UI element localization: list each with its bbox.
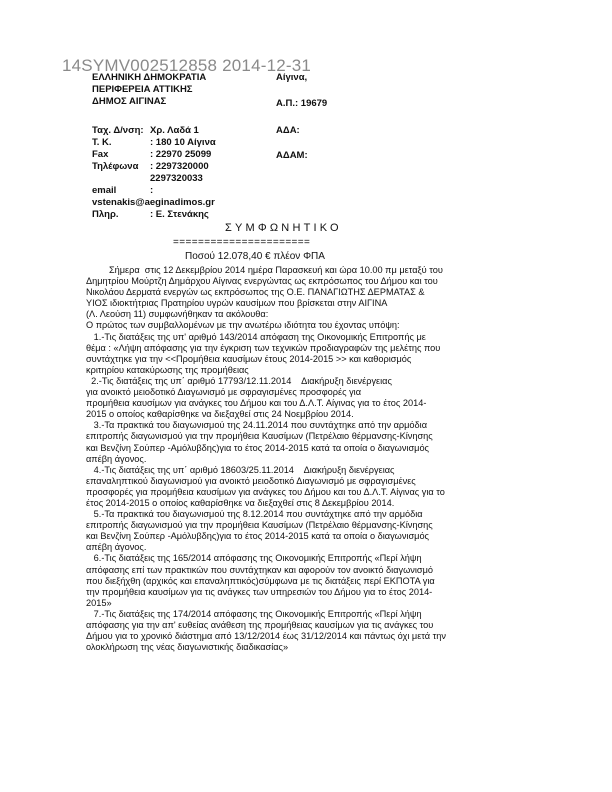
info-label: Πληρ.: [92, 209, 119, 220]
body-line: 2015 ο οποίος καθαρίσθηκε να διεξαχθεί στις 24 Νοεμβρίου 2014.: [86, 409, 354, 420]
body-line: Ο πρώτος των συμβαλλομένων με την ανωτέρω ιδιότητα του έχοντας υπόψη:: [86, 320, 400, 331]
header-republic: ΕΛΛΗΝΙΚΗ ΔΗΜΟΚΡΑΤΙΑ: [92, 72, 207, 83]
body-line: και Βενζίνη Σούπερ -Αμόλυβδης)για το έτος 2014-2015 κατά τα οποία ο διαγωνισμός: [86, 531, 429, 542]
protocol-number: Α.Π.: 19679: [276, 98, 328, 109]
ada-label: ΑΔΑ:: [276, 125, 300, 136]
phone-value-2: 2297320033: [150, 173, 203, 184]
body-line: Δημητρίου Μούρτζη Δημάρχου Αίγινας ενεργώντας ως εκπρόσωπος του Δήμου και του: [86, 276, 438, 287]
body-line: και Βενζίνη Σούπερ -Αμόλυβδης)για το έτος 2014-2015 κατά τα οποία ο διαγωνισμός: [86, 442, 429, 453]
agreement-body: [86, 265, 526, 653]
body-line: απόφασης επί των πρακτικών που συντάχτηκαν και αφορούν τον ανοικτό διαγωνισμό: [86, 564, 433, 575]
body-line: 2015»: [86, 597, 112, 608]
body-line: επιτροπής διαγωνισμού για την προμήθεια Καυσίμων (Πετρέλαιο θέρμανσης-Κίνησης: [86, 431, 433, 442]
body-line: επιτροπής διαγωνισμού για την προμήθεια Καυσίμων (Πετρέλαιο θέρμανσης-Κίνησης: [86, 520, 433, 531]
body-line: απέβη άγονος.: [86, 542, 147, 553]
address-value: Χρ. Λαδά 1: [150, 125, 199, 136]
body-line: απόφασης για την απ' ευθείας ανάθεση της προμήθειας καυσίμων για τις ανάγκες του: [86, 620, 434, 630]
body-line: κριτηρίου κατακύρωσης της προμήθειας: [86, 364, 249, 375]
body-line: έτος 2014-2015 ο οποίος καθαρίσθηκε να διεξαχθεί στις 8 Δεκεμβρίου 2014.: [86, 497, 395, 508]
postcode-value: : 180 10 Αίγινα: [150, 137, 216, 148]
body-line: 6.-Τις διατάξεις της 165/2014 απόφασης της Οικονομικής Επιτροπής «Περί λήψη: [86, 553, 422, 564]
contact-phone: [92, 161, 216, 173]
address-label: Ταχ. Δ/νση:: [92, 125, 144, 136]
email-value: vstenakis@aeginadimos.gr: [92, 197, 215, 208]
email-colon: :: [150, 185, 154, 196]
contract-amount: Ποσού 12.078,40 € πλέον ΦΠΑ: [185, 251, 325, 262]
fax-value: : 22970 25099: [150, 149, 212, 160]
title-separator: ======================: [173, 237, 311, 248]
postcode-label: Τ. Κ.: [92, 137, 112, 148]
body-line: συντάχτηκε για την <<Προμήθεια καυσίμων έτους 2014-2015 >> και καθορισμός: [86, 353, 412, 364]
info-value: : Ε. Στενάκης: [150, 209, 209, 220]
contact-fax: [92, 149, 216, 161]
phone-label: Τηλέφωνα: [92, 161, 139, 172]
body-line: Νικολάου Δερματά ενεργών ως εκπρόσωπος της Ο.Ε. ΠΑΝΑΓΙΩΤΗΣ ΔΕΡΜΑΤΑΣ &: [86, 287, 425, 298]
body-line: θέμα : «Λήψη απόφασης για την έγκριση των τεχνικών προδιαγραφών της μελέτης που: [86, 342, 441, 353]
header-left: [92, 72, 206, 108]
email-label: email: [92, 185, 117, 196]
contact-info: [92, 209, 216, 221]
adam-label: ΑΔΑΜ:: [276, 150, 308, 161]
body-line: προμήθεια καυσίμων για ανάγκες του Δήμου και του Δ.Λ.Τ. Αίγινας για το έτος 2014-: [86, 398, 427, 409]
header-region: ΠΕΡΙΦΕΡΕΙΑ ΑΤΤΙΚΗΣ: [92, 84, 193, 95]
body-line: 2.-Τις διατάξεις της υπ΄ αριθμό 17793/12.11.2014 Διακήρυξη διενέργειας: [86, 375, 392, 386]
body-line: 1.-Τις διατάξεις της υπ' αριθμό 143/2014 απόφαση της Οικονομικής Επιτροπής με: [86, 331, 426, 342]
body-line: ολοκλήρωση της νέας διαγωνιστικής διαδικασίας»: [86, 642, 289, 653]
contact-address: [92, 125, 216, 137]
body-line: απέβη άγονος.: [86, 453, 147, 464]
phone-value-1: : 2297320000: [150, 161, 209, 172]
body-line: επαναληπτικού διαγωνισμού για ανοικτό μειοδοτικό Διαγωνισμό με σφραγισμένες: [86, 475, 416, 486]
body-line: ΥΙΟΣ ιδιοκτήτριας Πρατηρίου υγρών καυσίμων που βρίσκεται στην ΑΙΓΙΝΑ: [86, 298, 388, 309]
contact-postcode: [92, 137, 216, 149]
header-municipality: ΔΗΜΟΣ ΑΙΓΙΝΑΣ: [92, 96, 167, 107]
contact-email: [92, 185, 216, 197]
body-line: (Λ. Λεούση 11) συμφωνήθηκαν τα ακόλουθα:: [86, 309, 269, 320]
body-line: 5.-Τα πρακτικά του διαγωνισμού της 8.12.2014 που συντάχτηκε από την αρμόδια: [86, 509, 423, 520]
body-line: 7.-Τις διατάξεις της 174/2014 απόφασης της Οικονομικής Επιτροπής «Περί λήψη: [86, 608, 422, 619]
body-line: 4.-Τις διατάξεις της υπ΄ αριθμό 18603/25.11.2014 Διακήρυξη διενέργειας: [86, 464, 395, 475]
body-line: που διεξήχθη (αρχικός και επαναληπτικός)σύμφωνα με τις διατάξεις περί ΕΚΠΟΤΑ για: [86, 575, 435, 586]
body-line: προσφορές για προμήθεια καυσίμων για ανάγκες του Δήμου και του Δ.Λ.Τ. Αίγινας για το: [86, 486, 445, 497]
contact-block: [92, 125, 216, 221]
body-line: Δήμου για το χρονικό διάστημα από 13/12/2014 έως 31/12/2014 και πάντως όχι μετά την: [86, 631, 447, 642]
body-line: για ανοικτό μειοδοτικό Διαγωνισμό με σφραγισμένες προσφορές για: [86, 387, 362, 398]
document-title: ΣΥΜΦΩΝΗΤΙΚΟ: [225, 222, 342, 234]
document-id-stamp: 14SYMV002512858 2014-12-31: [62, 56, 312, 75]
fax-label: Fax: [92, 149, 109, 160]
body-line: Σήμερα στις 12 Δεκεμβρίου 2014 ημέρα Παρασκευή και ώρα 10.00 πμ μεταξύ του: [86, 265, 443, 275]
body-line: 3.-Τα πρακτικά του διαγωνισμού της 24.11.2014 που συντάχτηκε από την αρμόδια: [86, 420, 428, 431]
header-city: Αίγινα,: [276, 72, 308, 83]
body-line: την προμήθεια καυσίμων για τις ανάγκες των υπηρεσιών του Δήμου για το έτος 2014-: [86, 586, 433, 597]
